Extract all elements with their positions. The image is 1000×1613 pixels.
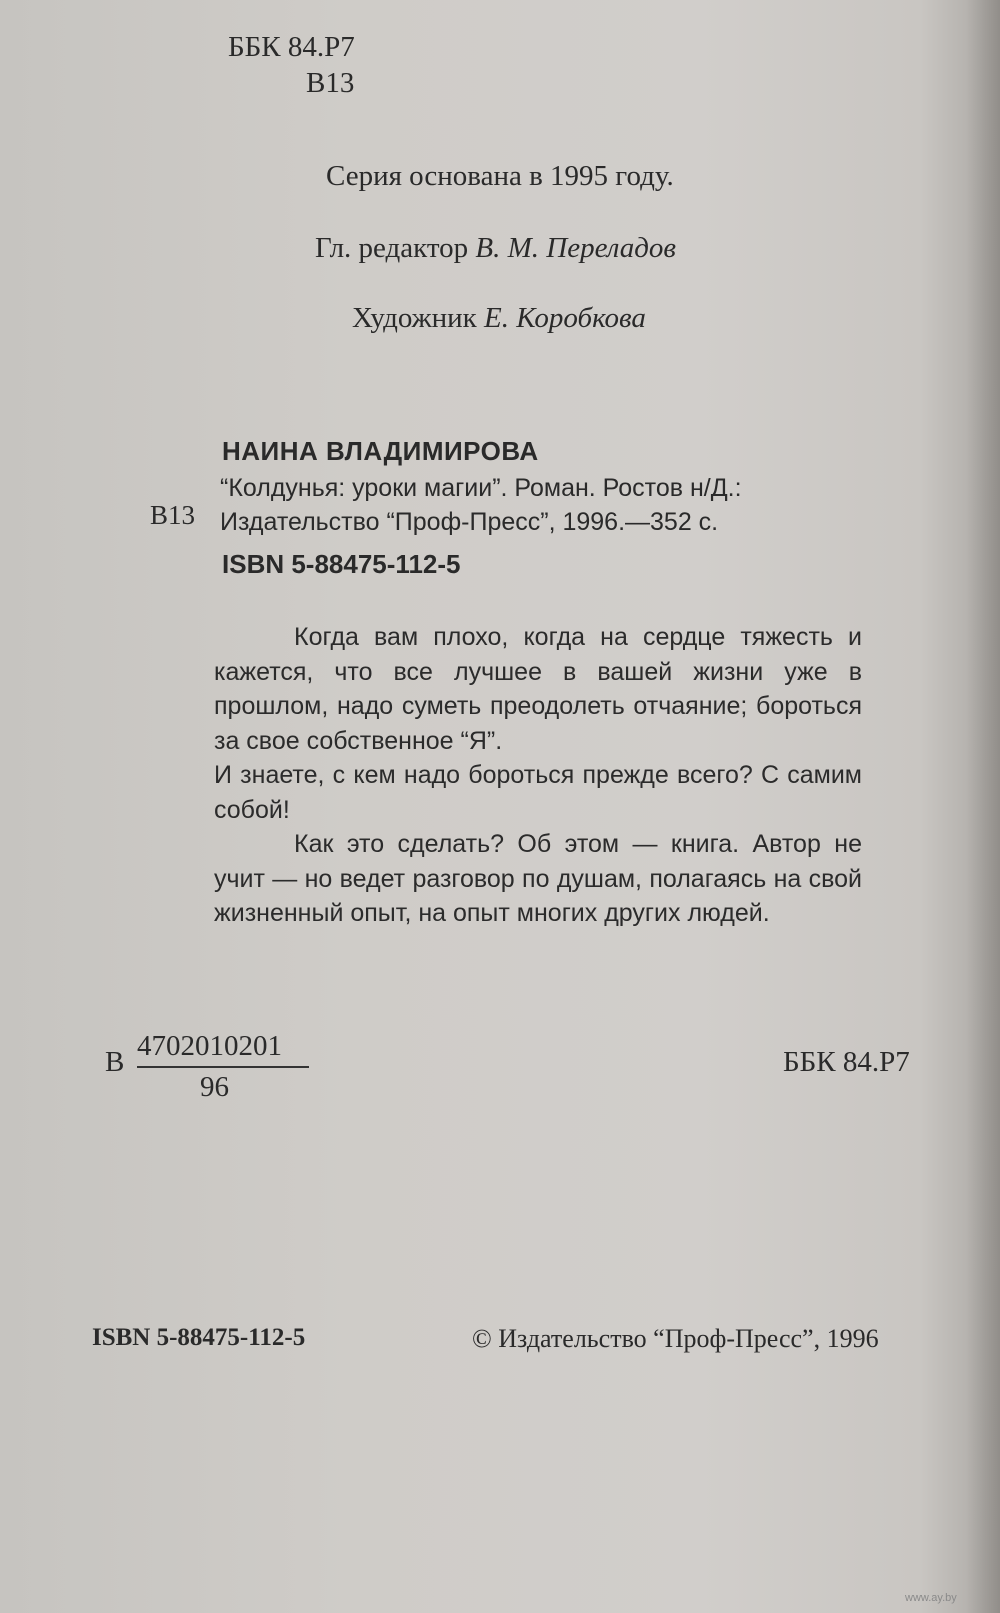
author-code-top: В13 [306, 67, 355, 99]
bbk-code-bottom: ББК 84.Р7 [783, 1046, 910, 1078]
title-line: “Колдунья: уроки магии”. Роман. Ростов н/Д.: [220, 474, 742, 502]
author-name: НАИНА ВЛАДИМИРОВА [222, 436, 539, 466]
annotation-paragraph-2: И знаете, с кем надо бороться прежде всего? С самим собой! [214, 761, 862, 824]
artist-line [352, 302, 646, 335]
chief-editor-line [315, 232, 676, 265]
classification-numerator: 4702010201 [137, 1030, 282, 1062]
annotation-paragraph-3: Как это сделать? Об этом — книга. Автор не учит — но ведет разговор по душам, полагаясь на свой жизненный опыт, на опыт многих других людей. [214, 830, 862, 927]
site-watermark: www.ay.by [905, 1592, 957, 1604]
isbn-line: ISBN 5-88475-112-5 [222, 549, 461, 579]
publisher-line: Издательство “Проф-Пресс”, 1996.—352 с. [220, 508, 719, 536]
artist-label: Художник [352, 302, 485, 334]
fraction-line [137, 1066, 309, 1068]
editor-label: Гл. редактор [315, 232, 476, 264]
copyright-line: © Издательство “Проф-Пресс”, 1996 [472, 1324, 879, 1353]
series-note: Серия основана в 1995 году. [326, 160, 674, 192]
annotation-paragraph-1: Когда вам плохо, когда на сердце тяжесть и кажется, что все лучшее в вашей жизни уже в прошлом, надо суметь преодолеть отчаяние; бороться за свое собственное “Я”. [214, 623, 862, 755]
artist-name: Е. Коробкова [484, 302, 646, 334]
classification-denominator: 96 [200, 1071, 229, 1103]
author-code-side: В13 [150, 500, 196, 530]
annotation-text [214, 620, 862, 931]
classification-letter: В [105, 1046, 125, 1078]
bbk-code-top: ББК 84.Р7 [228, 31, 355, 63]
editor-name: В. М. Переладов [475, 232, 677, 264]
page-edge-shadow [966, 0, 1000, 1613]
isbn-footer: ISBN 5-88475-112-5 [92, 1324, 306, 1351]
